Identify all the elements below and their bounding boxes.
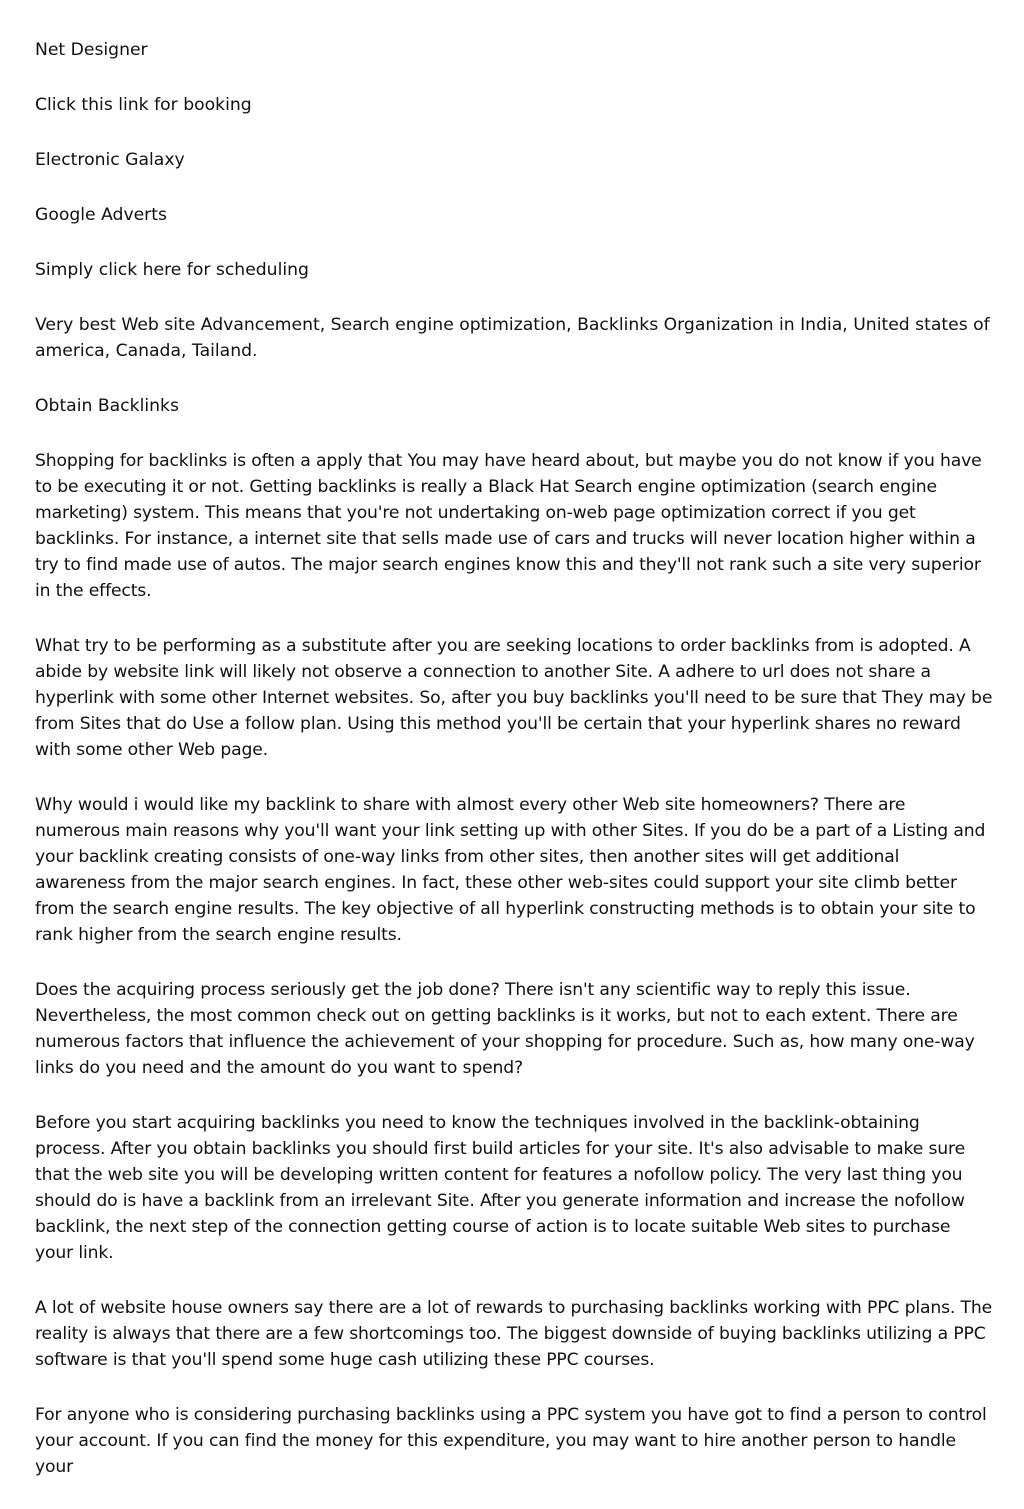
paragraph-5: Before you start acquiring backlinks you need to know the techniques involved in the backlink-obtaining process. After you obtain backlinks you should first build articles for your site. It's also advisable to make sure that the web site you will be developing written content for features a nofollow policy. The very last thing you should do is have a backlink from an irrelevant Site. After you generate information and increase the nofollow backlink, the next step of the connection getting course of action is to locate suitable Web sites to purchase your link. (35, 1113, 966, 1263)
paragraph-2: What try to be performing as a substitute after you are seeking locations to order backlinks from is adopted. A abide by website link will likely not observe a connection to another Site. A adhere to url does not share a hyperlink with some other Internet websites. So, after you buy backlinks you'll need to be sure that They may be from Sites that do Use a follow plan. Using this method you'll be certain that your hyperlink shares no reward with some other Web page. (35, 636, 993, 760)
link-google-adverts[interactable]: Google Adverts (35, 205, 167, 225)
link-electronic-galaxy[interactable]: Electronic Galaxy (35, 150, 185, 170)
link-scheduling[interactable]: Simply click here for scheduling (35, 260, 309, 280)
paragraph-7: For anyone who is considering purchasing backlinks using a PPC system you have got to find a person to control your account. If you can find the money for this expenditure, you may want to hire another person to handle your (35, 1405, 987, 1477)
section-heading: Obtain Backlinks (35, 396, 179, 416)
link-booking[interactable]: Click this link for booking (35, 95, 252, 115)
paragraph-6: A lot of website house owners say there are a lot of rewards to purchasing backlinks working with PPC plans. The reality is always that there are a few shortcomings too. The biggest downside of buying backlinks utilizing a PPC software is that you'll spend some huge cash utilizing these PPC courses. (35, 1298, 993, 1370)
paragraph-1: Shopping for backlinks is often a apply that You may have heard about, but maybe you do not know if you have to be executing it or not. Getting backlinks is really a Black Hat Search engine optimization (search engine marketing) system. This means that you're not undertaking on-web page optimization correct if you get backlinks. For instance, a internet site that sells made use of cars and trucks will never location higher within a try to find made use of autos. The major search engines know this and they'll not rank such a site very superior in the effects. (35, 451, 982, 601)
paragraph-3: Why would i would like my backlink to share with almost every other Web site homeowners? There are numerous main reasons why you'll want your link setting up with other Sites. If you do be a part of a Listing and your backlink creating consists of one-way links from other sites, then another sites will get additional awareness from the major search engines. In fact, these other web-sites could support your site climb better from the search engine results. The key objective of all hyperlink constructing methods is to obtain your site to rank higher from the search engine results. (35, 795, 986, 945)
paragraph-4: Does the acquiring process seriously get the job done? There isn't any scientific way to reply this issue. Nevertheless, the most common check out on getting backlinks is it works, but not to each extent. There are numerous factors that influence the achievement of your shopping for procedure. Such as, how many one-way links do you need and the amount do you want to spend? (35, 980, 975, 1078)
link-net-designer[interactable]: Net Designer (35, 40, 148, 60)
document-body (35, 37, 993, 1509)
tagline: Very best Web site Advancement, Search engine optimization, Backlinks Organization in India, United states of america, Canada, Tailand. (35, 315, 990, 361)
